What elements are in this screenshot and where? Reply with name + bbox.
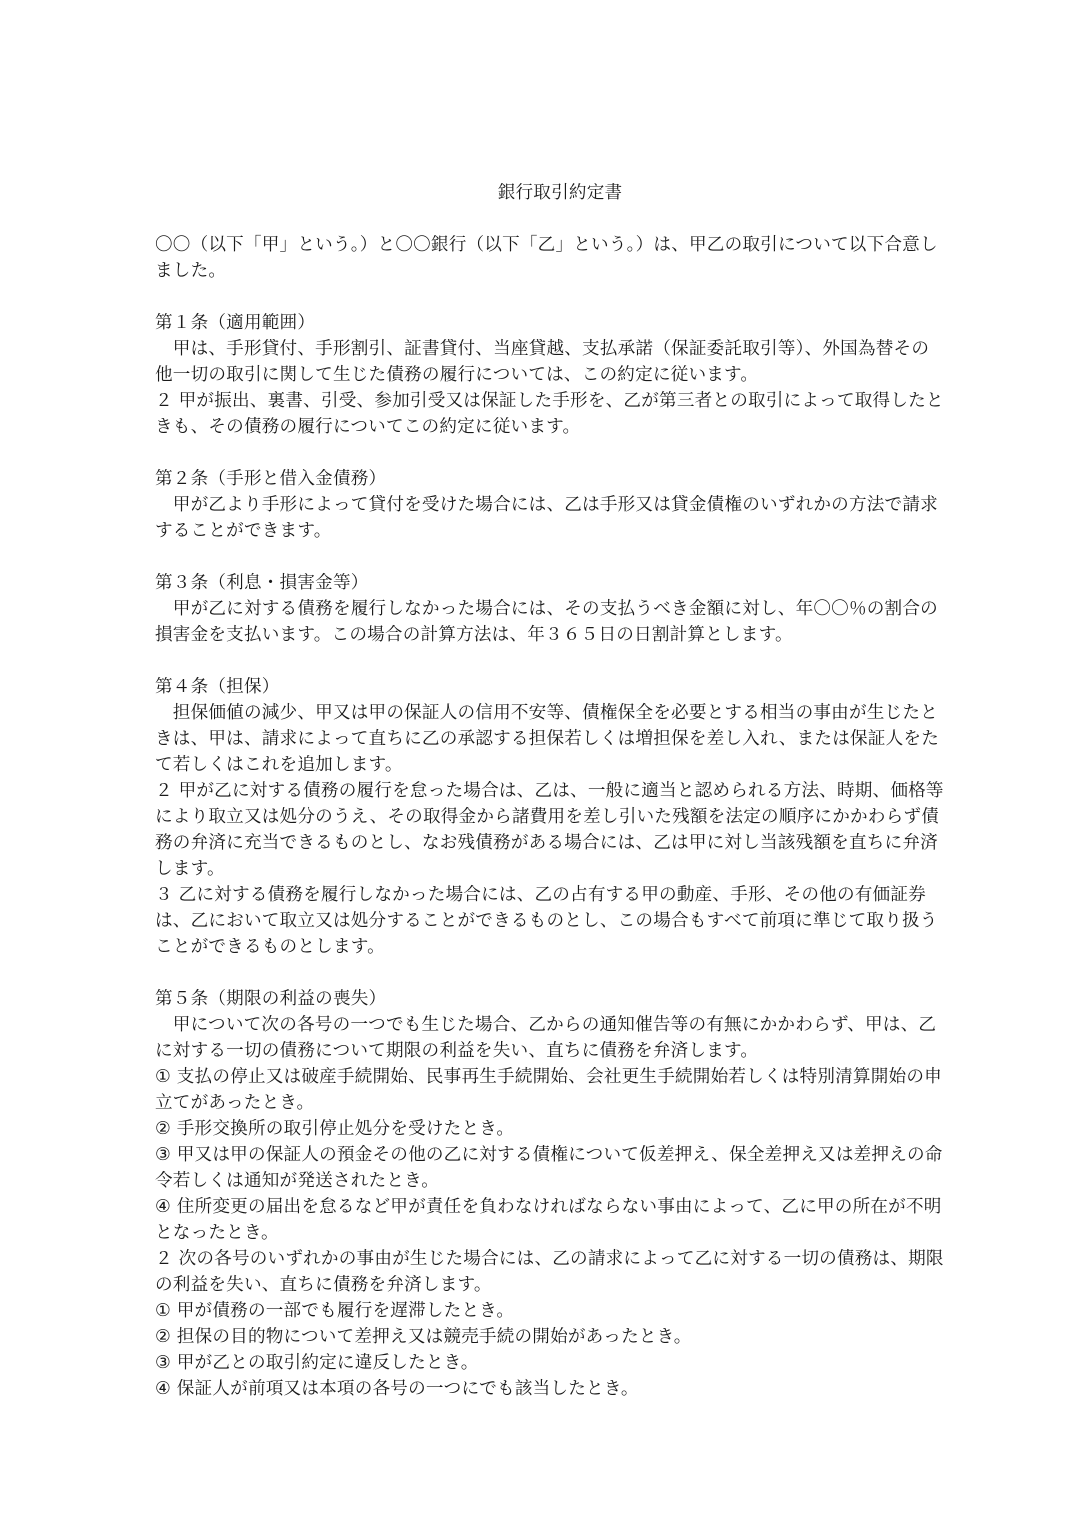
preamble: 〇〇（以下「甲」という。）と〇〇銀行（以下「乙」という。）は、甲乙の取引について以下合意しました。: [155, 235, 938, 281]
article-paragraph: ３ 乙に対する債務を履行しなかった場合には、乙の占有する甲の動産、手形、その他の有価証券は、乙において取立又は処分することができるものとし、この場合もすべて前項に準じて取り扱うことができるものとします。: [155, 885, 938, 957]
article-paragraph: ２ 甲が乙に対する債務の履行を怠った場合は、乙は、一般に適当と認められる方法、時期、価格等により取立又は処分のうえ、その取得金から諸費用を差し引いた残額を法定の順序にかかわらず債務の弁済に充当できるものとし、なお残債務がある場合には、乙は甲に対し当該残額を直ちに弁済します。: [155, 781, 944, 879]
list-item: ③ 甲が乙との取引約定に違反したとき。: [155, 1353, 479, 1373]
article-1: [155, 310, 945, 440]
article-4: [155, 674, 945, 960]
article-heading: 第１条（適用範囲）: [155, 313, 316, 333]
list-item: ④ 保証人が前項又は本項の各号の一つにでも該当したとき。: [155, 1379, 639, 1399]
article-heading: 第２条（手形と借入金債務）: [155, 469, 387, 489]
document-title: 銀行取引約定書: [497, 183, 623, 203]
article-paragraph: 甲が乙より手形によって貸付を受けた場合には、乙は手形又は貸金債権のいずれかの方法で請求することができます。: [155, 495, 938, 541]
document-body: [155, 180, 945, 1402]
article-paragraph: ２ 甲が振出、裏書、引受、参加引受又は保証した手形を、乙が第三者との取引によって取得したときも、その債務の履行についてこの約定に従います。: [155, 391, 944, 437]
article-paragraph: 甲について次の各号の一つでも生じた場合、乙からの通知催告等の有無にかかわらず、甲は、乙に対する一切の債務について期限の利益を失い、直ちに債務を弁済します。: [155, 1015, 937, 1061]
article-2: [155, 466, 945, 544]
list-item: ① 甲が債務の一部でも履行を遅滞したとき。: [155, 1301, 515, 1321]
article-paragraph: ２ 次の各号のいずれかの事由が生じた場合には、乙の請求によって乙に対する一切の債務は、期限の利益を失い、直ちに債務を弁済します。: [155, 1249, 944, 1295]
article-paragraph: 甲が乙に対する債務を履行しなかった場合には、その支払うべき金額に対し、年〇〇％の割合の損害金を支払います。この場合の計算方法は、年３６５日の日割計算とします。: [155, 599, 938, 645]
article-5: [155, 986, 945, 1402]
article-heading: 第３条（利息・損害金等）: [155, 573, 369, 593]
article-3: [155, 570, 945, 648]
list-item: ③ 甲又は甲の保証人の預金その他の乙に対する債権について仮差押え、保全差押え又は差押えの命令若しくは通知が発送されたとき。: [155, 1145, 943, 1191]
list-item: ② 手形交換所の取引停止処分を受けたとき。: [155, 1119, 515, 1139]
article-paragraph: 担保価値の減少、甲又は甲の保証人の信用不安等、債権保全を必要とする相当の事由が生じたときは、甲は、請求によって直ちに乙の承認する担保若しくは増担保を差し入れ、または保証人をたて若しくはこれを追加します。: [155, 703, 939, 775]
list-item: ② 担保の目的物について差押え又は競売手続の開始があったとき。: [155, 1327, 692, 1347]
article-paragraph: 甲は、手形貸付、手形割引、証書貸付、当座貸越、支払承諾（保証委託取引等）、外国為替その他一切の取引に関して生じた債務の履行については、この約定に従います。: [155, 339, 930, 385]
article-heading: 第４条（担保）: [155, 677, 280, 697]
list-item: ① 支払の停止又は破産手続開始、民事再生手続開始、会社更生手続開始若しくは特別清算開始の申立てがあったとき。: [155, 1067, 942, 1113]
list-item: ④ 住所変更の届出を怠るなど甲が責任を負わなければならない事由によって、乙に甲の所在が不明となったとき。: [155, 1197, 942, 1243]
article-heading: 第５条（期限の利益の喪失）: [155, 989, 387, 1009]
